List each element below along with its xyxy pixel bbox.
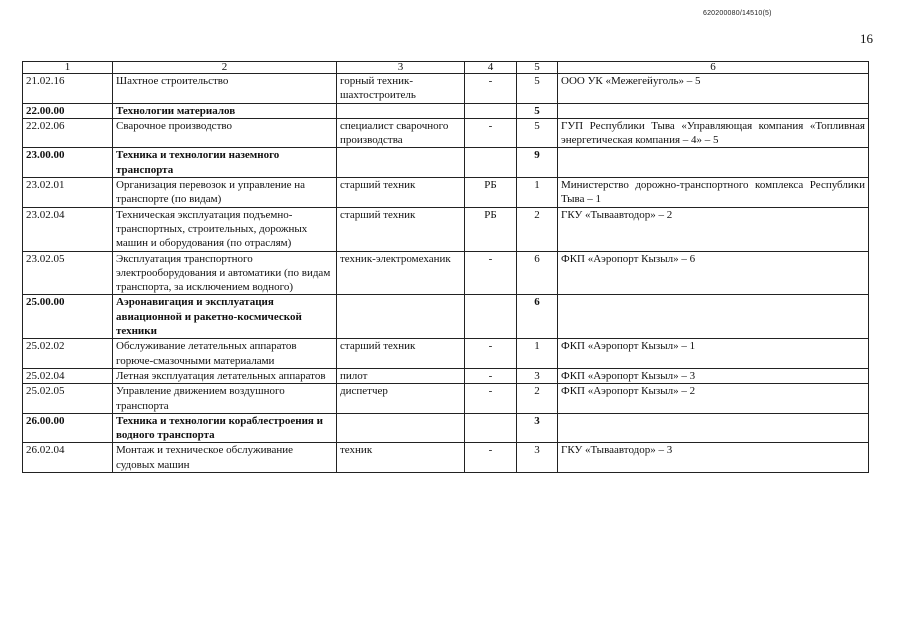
section-total: 6 xyxy=(517,295,558,339)
student-count: 6 xyxy=(517,251,558,295)
employers: ФКП «Аэропорт Кызыл» – 1 xyxy=(558,339,869,369)
table-row xyxy=(23,368,869,383)
table-row xyxy=(23,443,869,473)
education-base: - xyxy=(465,368,517,383)
student-count: 2 xyxy=(517,207,558,251)
education-base xyxy=(465,103,517,118)
employers: Министерство дорожно-транспортного комплекса Республики Тыва – 1 xyxy=(558,178,869,208)
employers: ФКП «Аэропорт Кызыл» – 6 xyxy=(558,251,869,295)
specialty-code: 23.02.05 xyxy=(23,251,113,295)
section-code: 26.00.00 xyxy=(23,413,113,443)
education-base xyxy=(465,413,517,443)
specialty-name: Техническая эксплуатация подъемно-транспортных, строительных, дорожных машин и оборудования (по отраслям) xyxy=(113,207,337,251)
education-base: РБ xyxy=(465,207,517,251)
specialties-table xyxy=(22,61,869,473)
specialty-name: Эксплуатация транспортного электрооборудования и автоматики (по видам транспорта, за исключением водного) xyxy=(113,251,337,295)
column-number-2: 2 xyxy=(113,62,337,74)
employers xyxy=(558,148,869,178)
qualification: старший техник xyxy=(337,178,465,208)
employers: ФКП «Аэропорт Кызыл» – 3 xyxy=(558,368,869,383)
qualification: диспетчер xyxy=(337,384,465,414)
specialty-code: 26.02.04 xyxy=(23,443,113,473)
section-code: 25.00.00 xyxy=(23,295,113,339)
section-code: 23.00.00 xyxy=(23,148,113,178)
student-count: 2 xyxy=(517,384,558,414)
student-count: 3 xyxy=(517,368,558,383)
section-row xyxy=(23,103,869,118)
section-row xyxy=(23,413,869,443)
employers: ГКУ «Тываавтодор» – 2 xyxy=(558,207,869,251)
column-number-1: 1 xyxy=(23,62,113,74)
table-row xyxy=(23,74,869,104)
qualification: горный техник-шахтостроитель xyxy=(337,74,465,104)
qualification xyxy=(337,295,465,339)
specialty-code: 25.02.02 xyxy=(23,339,113,369)
education-base: - xyxy=(465,74,517,104)
student-count: 5 xyxy=(517,118,558,148)
education-base: РБ xyxy=(465,178,517,208)
section-row xyxy=(23,295,869,339)
student-count: 5 xyxy=(517,74,558,104)
table-row xyxy=(23,118,869,148)
education-base xyxy=(465,295,517,339)
employers: ГУП Республики Тыва «Управляющая компания «Топливная энергетическая компания – 4» – 5 xyxy=(558,118,869,148)
section-total: 5 xyxy=(517,103,558,118)
table-row xyxy=(23,339,869,369)
employers xyxy=(558,103,869,118)
employers: ООО УК «Межегейуголь» – 5 xyxy=(558,74,869,104)
section-total: 9 xyxy=(517,148,558,178)
section-code: 22.00.00 xyxy=(23,103,113,118)
section-name: Аэронавигация и эксплуатация авиационной и ракетно-космической техники xyxy=(113,295,337,339)
specialty-name: Сварочное производство xyxy=(113,118,337,148)
qualification xyxy=(337,103,465,118)
specialty-code: 21.02.16 xyxy=(23,74,113,104)
column-number-5: 5 xyxy=(517,62,558,74)
column-number-3: 3 xyxy=(337,62,465,74)
table-row xyxy=(23,207,869,251)
student-count: 1 xyxy=(517,178,558,208)
employers: ФКП «Аэропорт Кызыл» – 2 xyxy=(558,384,869,414)
specialty-code: 23.02.04 xyxy=(23,207,113,251)
document-id: 620200080/14510(5) xyxy=(703,10,772,17)
section-row xyxy=(23,148,869,178)
column-number-row xyxy=(23,62,869,74)
qualification: старший техник xyxy=(337,339,465,369)
qualification: техник xyxy=(337,443,465,473)
student-count: 1 xyxy=(517,339,558,369)
employers: ГКУ «Тываавтодор» – 3 xyxy=(558,443,869,473)
column-number-6: 6 xyxy=(558,62,869,74)
specialty-name: Монтаж и техническое обслуживание судовых машин xyxy=(113,443,337,473)
table-row xyxy=(23,384,869,414)
specialty-name: Летная эксплуатация летательных аппаратов xyxy=(113,368,337,383)
qualification: техник-электромеханик xyxy=(337,251,465,295)
specialty-code: 22.02.06 xyxy=(23,118,113,148)
specialty-code: 25.02.04 xyxy=(23,368,113,383)
education-base: - xyxy=(465,339,517,369)
specialty-code: 23.02.01 xyxy=(23,178,113,208)
column-number-4: 4 xyxy=(465,62,517,74)
qualification: старший техник xyxy=(337,207,465,251)
employers xyxy=(558,413,869,443)
section-name: Технологии материалов xyxy=(113,103,337,118)
specialty-name: Управление движением воздушного транспорта xyxy=(113,384,337,414)
page-number: 16 xyxy=(860,31,873,46)
education-base xyxy=(465,148,517,178)
specialty-name: Организация перевозок и управление на транспорте (по видам) xyxy=(113,178,337,208)
employers xyxy=(558,295,869,339)
specialty-code: 25.02.05 xyxy=(23,384,113,414)
qualification: пилот xyxy=(337,368,465,383)
qualification xyxy=(337,148,465,178)
education-base: - xyxy=(465,443,517,473)
section-name: Техника и технологии наземного транспорта xyxy=(113,148,337,178)
specialty-name: Шахтное строительство xyxy=(113,74,337,104)
education-base: - xyxy=(465,384,517,414)
table-row xyxy=(23,178,869,208)
education-base: - xyxy=(465,118,517,148)
education-base: - xyxy=(465,251,517,295)
section-total: 3 xyxy=(517,413,558,443)
qualification xyxy=(337,413,465,443)
specialty-name: Обслуживание летательных аппаратов горюче-смазочными материалами xyxy=(113,339,337,369)
student-count: 3 xyxy=(517,443,558,473)
qualification: специалист сварочного производства xyxy=(337,118,465,148)
section-name: Техника и технологии кораблестроения и водного транспорта xyxy=(113,413,337,443)
table-row xyxy=(23,251,869,295)
